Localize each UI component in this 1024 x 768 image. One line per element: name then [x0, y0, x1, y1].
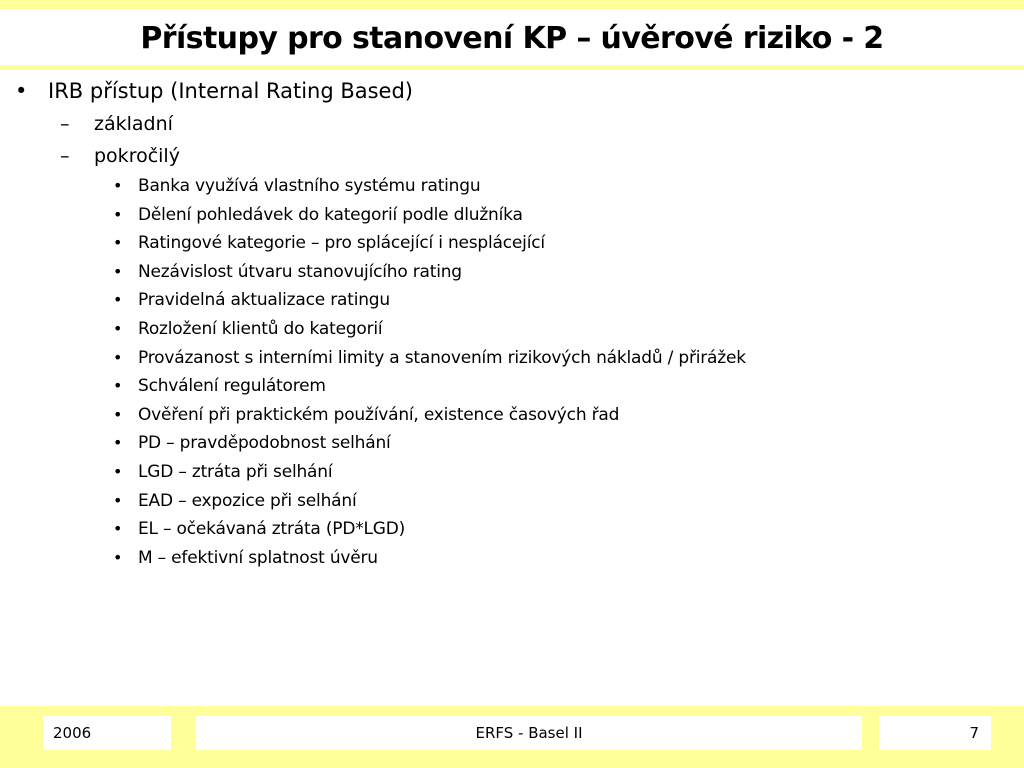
list-item: [0, 372, 900, 401]
list-item-text: Pravidelná aktualizace ratingu: [138, 290, 390, 311]
list-item: [0, 201, 900, 230]
list-item-text: Ratingové kategorie – pro splácející i nesplácející: [138, 233, 545, 254]
list-item-text: EL – očekávaná ztráta (PD*LGD): [138, 519, 406, 540]
list-item-text: EAD – expozice při selhání: [138, 490, 357, 511]
list-item-text: PD – pravděpodobnost selhání: [138, 433, 391, 454]
list-item-text: Banka využívá vlastního systému ratingu: [138, 176, 481, 196]
bullet-icon: •: [113, 433, 123, 453]
advanced-details-list: [0, 172, 900, 572]
bullet-icon: •: [113, 519, 123, 539]
list-item: [0, 544, 900, 573]
list-item: [0, 258, 900, 287]
list-item: [0, 458, 900, 487]
dash-icon: –: [60, 113, 70, 135]
sub-item-advanced: pokročilý: [94, 145, 180, 167]
list-item-text: Ověření při praktickém používání, existence časových řad: [138, 404, 620, 425]
list-item-text: LGD – ztráta při selhání: [138, 461, 333, 482]
list-item-text: Schválení regulátorem: [138, 376, 326, 397]
list-item-text: Provázanost s interními limity a stanovením rizikových nákladů / přirážek: [138, 347, 746, 368]
slide-title: Přístupy pro stanovení KP – úvěrové riziko - 2: [140, 21, 884, 56]
list-item: [0, 429, 900, 458]
bullet-icon: •: [113, 204, 123, 224]
bullet-icon: •: [113, 490, 123, 510]
bullet-icon: •: [113, 290, 123, 310]
list-item: [0, 344, 900, 373]
main-bullet-irb: IRB přístup (Internal Rating Based): [48, 79, 413, 103]
bullet-icon: •: [113, 376, 123, 396]
list-item: [0, 172, 900, 201]
footer-date: 2006: [43, 716, 171, 750]
bullet-icon: •: [113, 547, 123, 567]
footer-page-number: 7: [879, 716, 991, 750]
footer-presentation-title: ERFS - Basel II: [196, 716, 862, 750]
bullet-icon: •: [113, 176, 123, 195]
list-item-text: M – efektivní splatnost úvěru: [138, 547, 378, 568]
list-item: [0, 315, 900, 344]
bullet-icon: •: [113, 461, 123, 481]
list-item: [0, 229, 900, 258]
sub-item-basic: základní: [94, 113, 173, 135]
list-item: [0, 515, 900, 544]
list-item-text: Rozložení klientů do kategorií: [138, 318, 383, 339]
bullet-icon: •: [113, 347, 123, 367]
bullet-icon: •: [113, 233, 123, 253]
list-item: [0, 487, 900, 516]
title-underline-band: [0, 65, 1024, 70]
list-item: [0, 401, 900, 430]
list-item-text: Dělení pohledávek do kategorií podle dlužníka: [138, 204, 523, 225]
list-item-text: Nezávislost útvaru stanovujícího rating: [138, 261, 462, 282]
bullet-icon: •: [113, 404, 123, 424]
bullet-icon: •: [15, 79, 28, 103]
bullet-icon: •: [113, 318, 123, 338]
top-accent-band: [0, 0, 1024, 9]
dash-icon: –: [60, 145, 70, 167]
bullet-icon: •: [113, 261, 123, 281]
list-item: [0, 286, 900, 315]
